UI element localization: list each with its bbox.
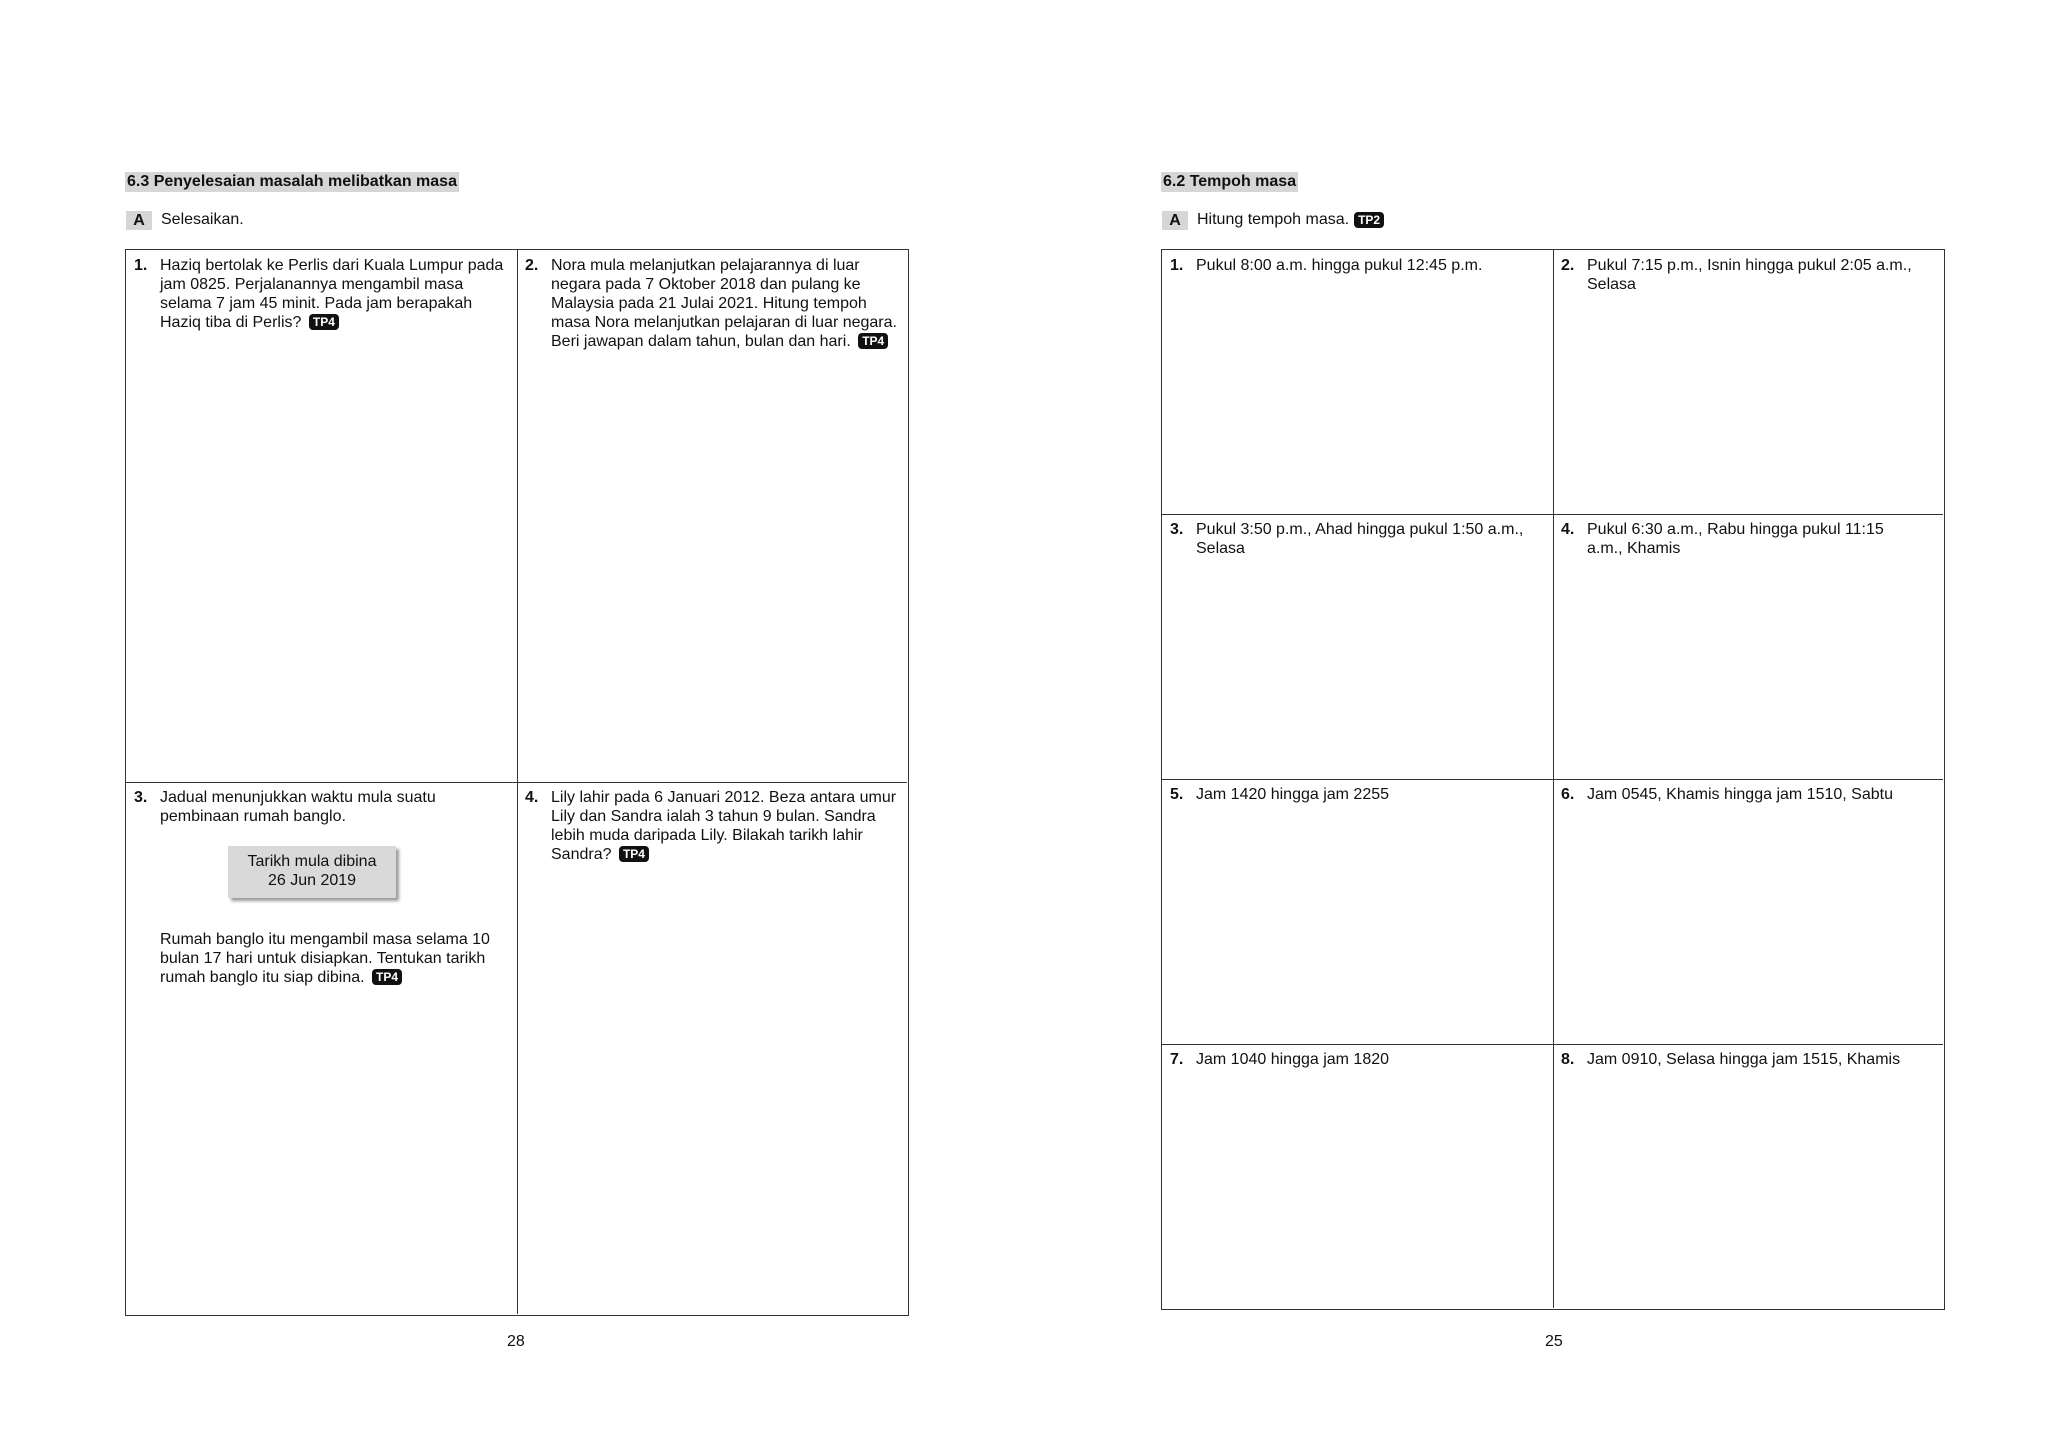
question-cell-2 — [1553, 250, 1944, 514]
question-text-continued: Rumah banglo itu mengambil masa selama 10 bulan 17 hari untuk disiapkan. Tentukan tarikh rumah banglo itu siap dibina. — [160, 931, 490, 986]
question-text: Jam 0910, Selasa hingga jam 1515, Khamis — [1587, 1051, 1901, 1068]
card-label: Tarikh mula dibina — [247, 853, 377, 870]
question-text: Jam 0545, Khamis hingga jam 1510, Sabtu — [1587, 786, 1893, 803]
question-number: 3. — [1170, 521, 1184, 538]
page-number: 25 — [1545, 1333, 1563, 1350]
question-cell-3 — [126, 782, 517, 1314]
question-text: Haziq bertolak ke Perlis dari Kuala Lumpur pada jam 0825. Perjalanannya mengambil masa selama 7 jam 45 minit. Pada jam berapakah Haziq tiba di Perlis? — [160, 257, 504, 331]
question-cell-7 — [1162, 1044, 1553, 1308]
question-number: 1. — [1170, 257, 1184, 274]
question-cell-2 — [517, 250, 908, 782]
tp-badge: TP4 — [372, 969, 402, 985]
question-cell-8 — [1553, 1044, 1944, 1308]
tp-badge: TP4 — [858, 333, 888, 349]
section-header — [1162, 210, 1384, 230]
question-cell-4 — [1553, 514, 1944, 779]
question-cell-6 — [1553, 779, 1944, 1044]
start-date-card — [228, 846, 396, 898]
page-number: 28 — [507, 1333, 525, 1350]
question-number: 7. — [1170, 1051, 1184, 1068]
section-label: A — [1162, 211, 1188, 230]
tp-badge: TP4 — [309, 314, 339, 330]
question-number: 6. — [1561, 786, 1575, 803]
question-number: 5. — [1170, 786, 1184, 803]
question-text: Pukul 7:15 p.m., Isnin hingga pukul 2:05 a.m., Selasa — [1587, 257, 1912, 293]
question-text: Pukul 6:30 a.m., Rabu hingga pukul 11:15 a.m., Khamis — [1587, 521, 1884, 557]
tp-badge: TP2 — [1354, 212, 1384, 228]
card-date: 26 Jun 2019 — [267, 872, 357, 889]
question-number: 3. — [134, 789, 148, 806]
question-number: 4. — [525, 789, 539, 806]
question-text: Jam 1420 hingga jam 2255 — [1196, 786, 1390, 803]
right-page — [1024, 0, 2048, 1448]
question-text: Jadual menunjukkan waktu mula suatu pembinaan rumah banglo. — [160, 789, 436, 825]
question-text: Lily lahir pada 6 Januari 2012. Beza antara umur Lily dan Sandra ialah 3 tahun 9 bulan. Sandra lebih muda daripada Lily. Bilakah tarikh lahir Sandra? — [551, 789, 897, 863]
section-instruction: Selesaikan. — [161, 211, 244, 228]
section-label: A — [126, 211, 152, 230]
question-text: Pukul 8:00 a.m. hingga pukul 12:45 p.m. — [1196, 257, 1483, 274]
question-number: 4. — [1561, 521, 1575, 538]
question-text: Nora mula melanjutkan pelajarannya di luar negara pada 7 Oktober 2018 dan pulang ke Malaysia pada 21 Julai 2021. Hitung tempoh masa Nora melanjutkan pelajaran di luar negara. Beri jawapan dalam tahun, bulan dan hari. — [551, 257, 897, 350]
question-number: 2. — [525, 257, 539, 274]
question-cell-1 — [126, 250, 517, 782]
question-number: 2. — [1561, 257, 1575, 274]
question-number: 1. — [134, 257, 148, 274]
question-grid — [125, 249, 909, 1316]
question-cell-1 — [1162, 250, 1553, 514]
question-cell-5 — [1162, 779, 1553, 1044]
question-text: Jam 1040 hingga jam 1820 — [1196, 1051, 1390, 1068]
question-number: 8. — [1561, 1051, 1575, 1068]
question-cell-3 — [1162, 514, 1553, 779]
question-text: Pukul 3:50 p.m., Ahad hingga pukul 1:50 a.m., Selasa — [1196, 521, 1524, 557]
section-title: 6.2 Tempoh masa — [1163, 173, 1297, 190]
section-instruction: Hitung tempoh masa. — [1197, 211, 1350, 228]
question-grid — [1161, 249, 1945, 1310]
section-title: 6.3 Penyelesaian masalah melibatkan masa — [127, 173, 457, 190]
tp-badge: TP4 — [619, 846, 649, 862]
question-cell-4 — [517, 782, 908, 1314]
section-header — [126, 210, 244, 230]
